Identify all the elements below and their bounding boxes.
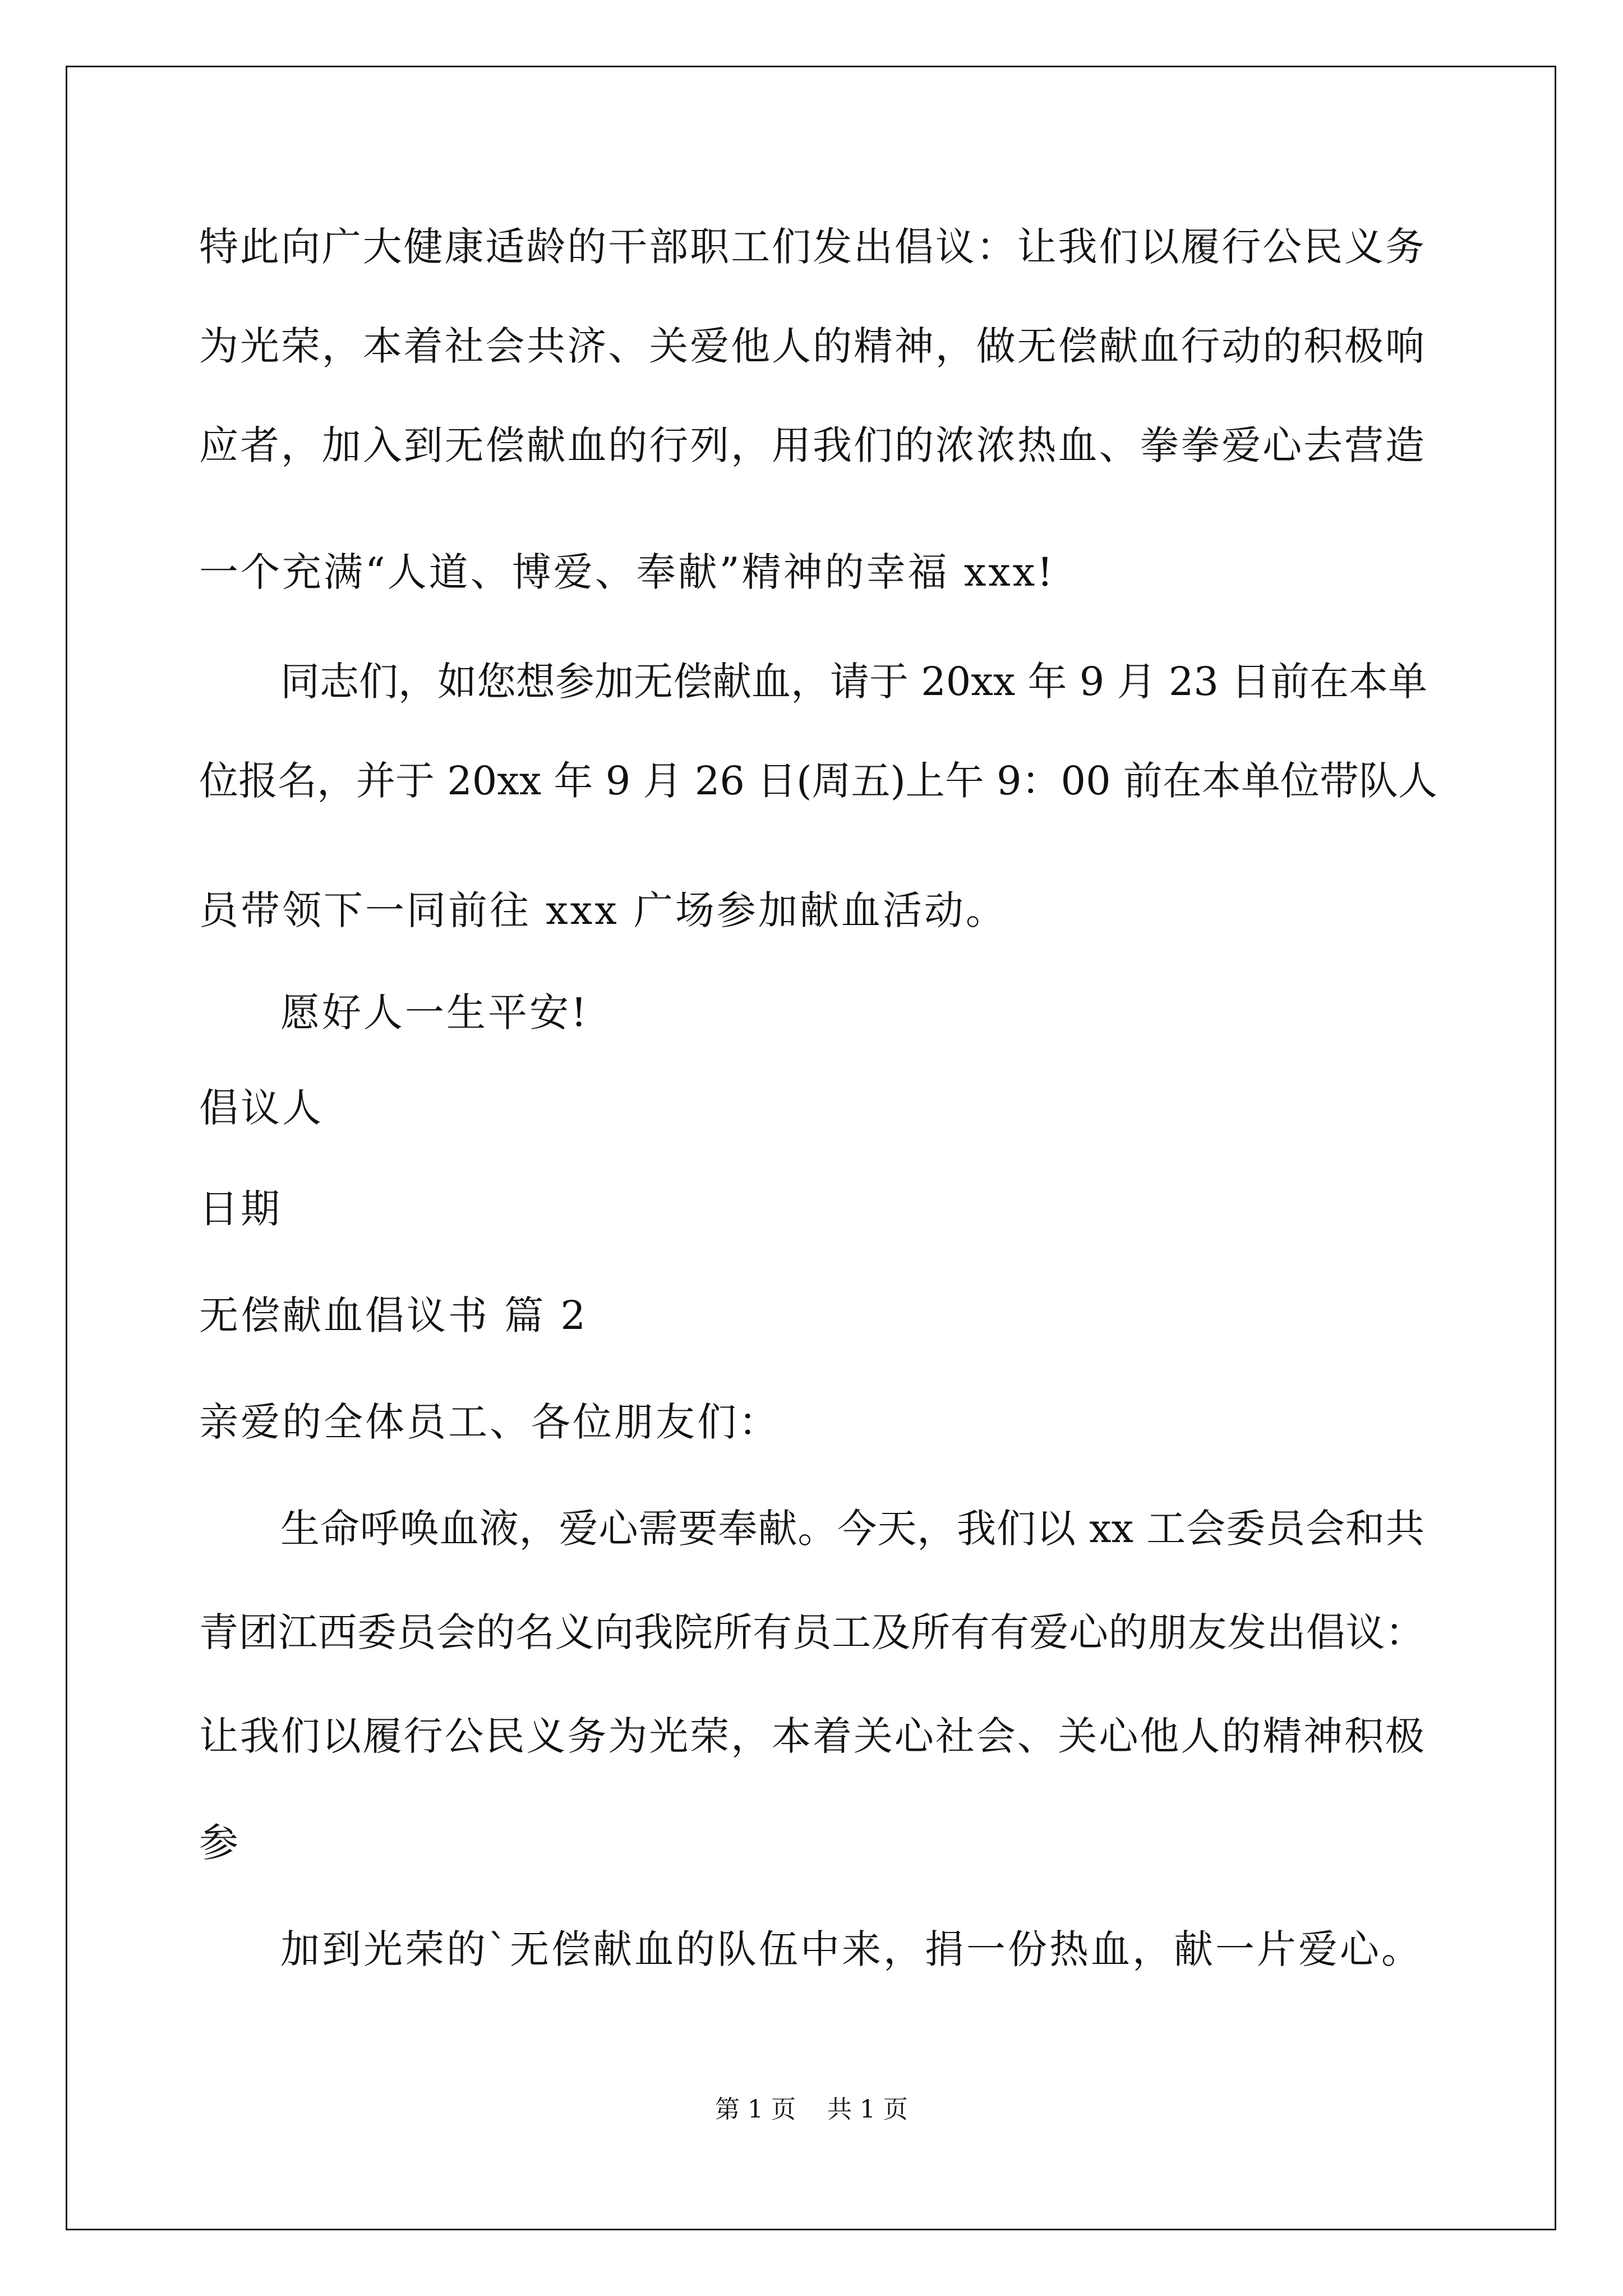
section-heading: 无偿献血倡议书 篇 2 [199, 1292, 588, 1338]
paragraph-line: 青团江西委员会的名义向我院所有员工及所有有爱心的朋友发出倡议： [199, 1609, 1424, 1655]
paragraph-line: 为光荣，本着社会共济、关爱他人的精神，做无偿献血行动的积极响 [199, 323, 1424, 369]
signature-label: 倡议人 [199, 1085, 324, 1131]
paragraph-line: 同志们，如您想参加无偿献血，请于 20xx 年 9 月 23 日前在本单 [280, 659, 1428, 705]
paragraph-line: 让我们以履行公民义务为光荣，本着关心社会、关心他人的精神积极 [199, 1713, 1424, 1759]
paragraph-line: 位报名，并于 20xx 年 9 月 26 日(周五)上午 9：00 前在本单位带队人 [199, 758, 1437, 804]
closing-wish: 愿好人一生平安! [280, 990, 589, 1036]
paragraph-line: 一个充满“人道、博爱、奉献”精神的幸福 xxx! [199, 549, 1055, 595]
page-footer: 第 1 页 共 1 页 [715, 2095, 908, 2124]
paragraph-line: 应者，加入到无偿献血的行列，用我们的浓浓热血、拳拳爱心去营造 [199, 422, 1424, 468]
paragraph-line: 员带领下一同前往 xxx 广场参加献血活动。 [199, 887, 1007, 933]
paragraph-line: 加到光荣的`无偿献血的队伍中来，捐一份热血，献一片爱心。 [280, 1926, 1423, 1972]
paragraph-line: 生命呼唤血液，爱心需要奉献。今天，我们以 xx 工会委员会和共 [280, 1506, 1424, 1552]
paragraph-line: 特此向广大健康适龄的干部职工们发出倡议：让我们以履行公民义务 [199, 224, 1424, 270]
paragraph-line: 参 [199, 1820, 241, 1866]
date-label: 日期 [199, 1186, 282, 1232]
page-border [66, 66, 1556, 2230]
salutation: 亲爱的全体员工、各位朋友们： [199, 1399, 780, 1445]
